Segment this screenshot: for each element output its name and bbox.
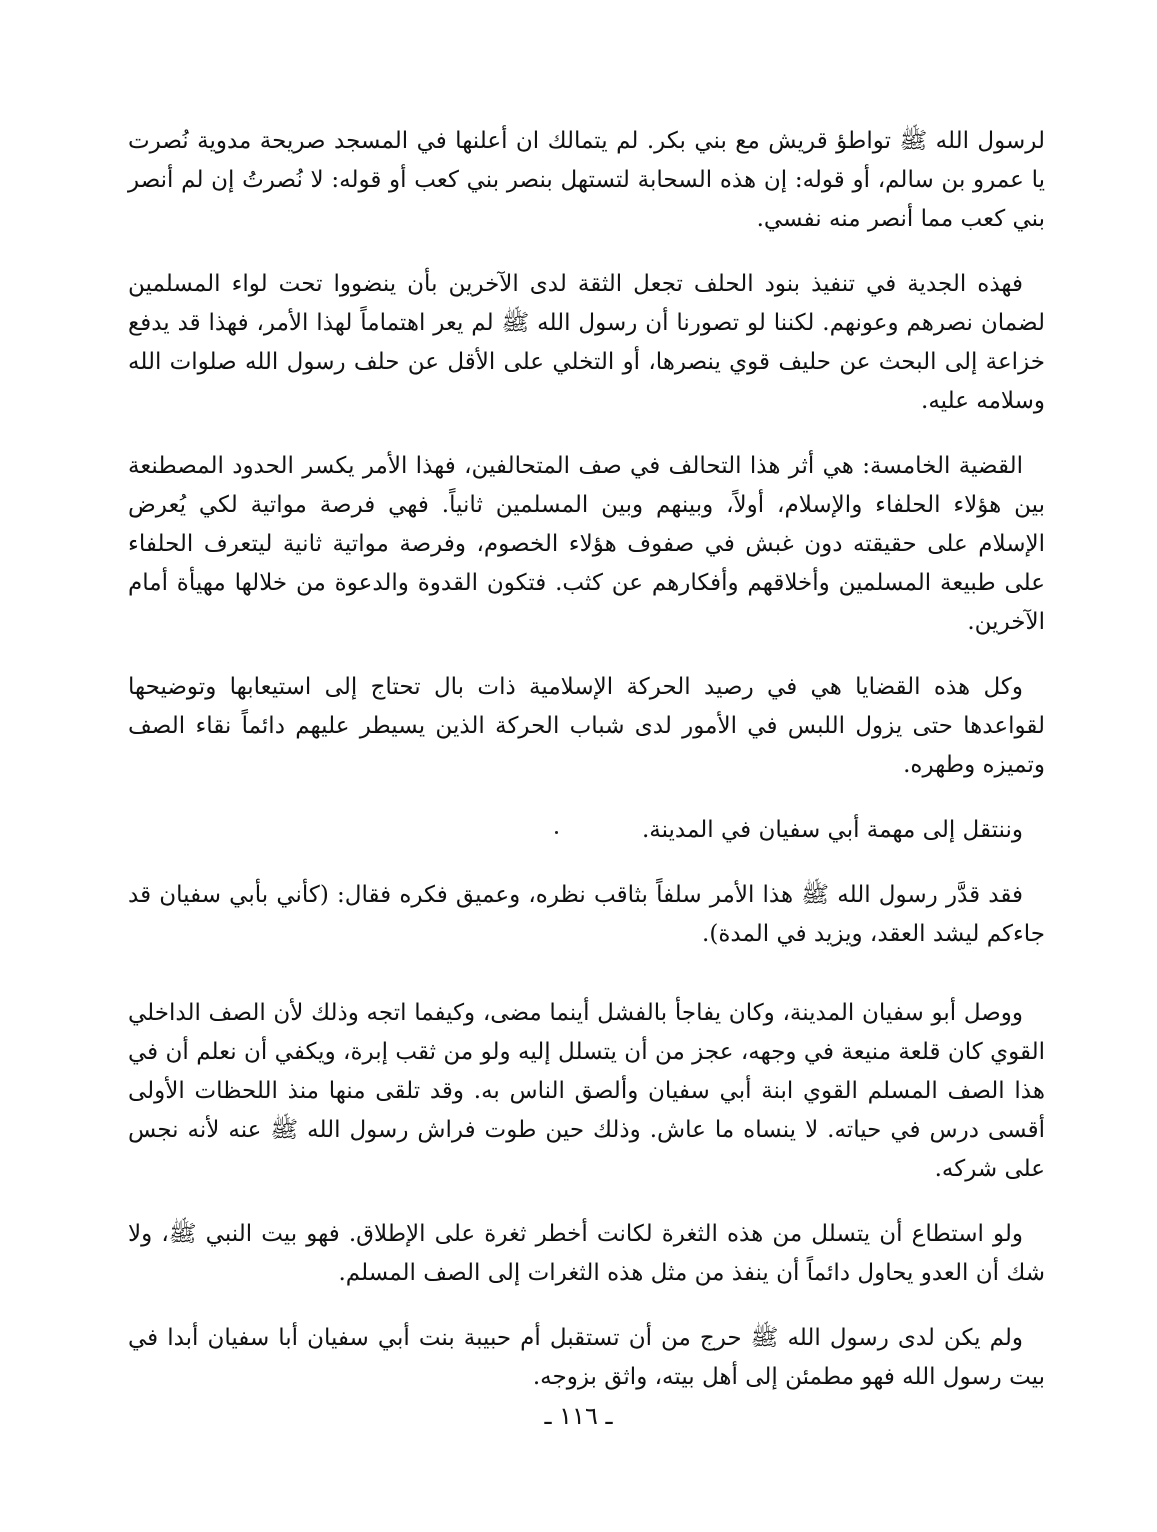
paragraph-3: القضية الخامسة: هي أثر هذا التحالف في صف المتحالفين، فهذا الأمر يكسر الحدود المصطنعة بين هؤلاء الحلفاء والإسلام، أولاً، وبينهم وبين المسلمين ثانياً. فهي فرصة مواتية لكي يُعرض الإسلام على حقيقته دون غبش في صفوف هؤلاء الخصوم، وفرصة مواتية ثانية ليتعرف الحلفاء على طبيعة المسلمين وأخلاقهم وأفكارهم عن كثب. فتكون القدوة والدعوة من خلالها مهيأة أمام الآخرين. <box>128 453 1045 635</box>
paragraph-5: وننتقل إلى مهمة أبي سفيان في المدينة. <box>641 817 1023 843</box>
paragraph-9: ولم يكن لدى رسول الله ﷺ حرج من أن تستقبل أم حبيبة بنت أبي سفيان أبا سفيان أبدا في بيت رسول الله فهو مطمئن إلى أهل بيته، واثق بزوجه. <box>128 1325 1045 1390</box>
page-number: ـ ١١٦ ـ <box>544 1402 613 1430</box>
paragraph-1: لرسول الله ﷺ تواطؤ قريش مع بني بكر. لم يتمالك ان أعلنها في المسجد صريحة مدوية نُصرت يا عمرو بن سالم، أو قوله: إن هذه السحابة لتستهل بنصر بني كعب أو قوله: لا نُصرتُ إن لم أنصر بني كعب مما أنصر منه نفسي. <box>128 128 1045 232</box>
paragraph-4: وكل هذه القضايا هي في رصيد الحركة الإسلامية ذات بال تحتاج إلى استيعابها وتوضيحها لقواعدها حتى يزول اللبس في الأمور لدى شباب الحركة الذين يسيطر عليهم دائماً نقاء الصف وتميزه وطهره. <box>128 674 1045 778</box>
paragraph-7: ووصل أبو سفيان المدينة، وكان يفاجأ بالفشل أينما مضى، وكيفما اتجه وذلك لأن الصف الداخلي القوي كان قلعة منيعة في وجهه، عجز من أن يتسلل إليه ولو من ثقب إبرة، ويكفي أن نعلم أن في هذا الصف المسلم القوي ابنة أبي سفيان وألصق الناس به. وقد تلقى منها منذ اللحظات الأولى أقسى درس في حياته. لا ينساه ما عاش. وذلك حين طوت فراش رسول الله ﷺ عنه لأنه نجس على شركه. <box>128 1000 1045 1182</box>
paragraph-2: فهذه الجدية في تنفيذ بنود الحلف تجعل الثقة لدى الآخرين بأن ينضووا تحت لواء المسلمين لضمان نصرهم وعونهم. لكننا لو تصورنا أن رسول الله ﷺ لم يعر اهتماماً لهذا الأمر، فهذا قد يدفع خزاعة إلى البحث عن حليف قوي ينصرها، أو التخلي على الأقل عن حلف رسول الله صلوات الله وسلامه عليه. <box>128 271 1045 414</box>
scan-speck <box>555 831 558 834</box>
page-body <box>128 122 1045 1423</box>
paragraph-8: ولو استطاع أن يتسلل من هذه الثغرة لكانت أخطر ثغرة على الإطلاق. فهو بيت النبي ﷺ، ولا شك أن العدو يحاول دائماً أن ينفذ من مثل هذه الثغرات إلى الصف المسلم. <box>128 1221 1045 1286</box>
paragraph-6: فقد قدَّر رسول الله ﷺ هذا الأمر سلفاً بثاقب نظره، وعميق فكره فقال: (كأني بأبي سفيان قد جاءكم ليشد العقد، ويزيد في المدة). <box>128 882 1045 947</box>
